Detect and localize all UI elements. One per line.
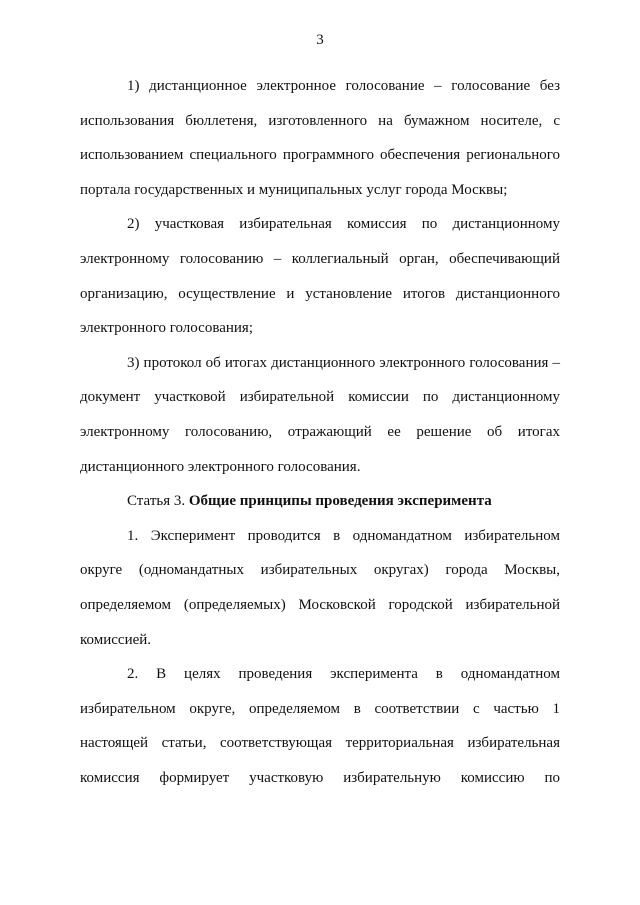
article-prefix: Статья 3.: [127, 493, 186, 510]
definition-paragraph-2: 2) участковая избирательная комиссия по дистанционному электронному голосованию – коллегиальный орган, обеспечивающий организацию, осуществление и установление итогов дистанционного электронного голосования;: [80, 216, 560, 337]
article-title: Общие принципы проведения эксперимента: [188, 493, 492, 510]
definition-paragraph-3: 3) протокол об итогах дистанционного электронного голосования – документ участковой избирательной комиссии по дистанционному электронному голосованию, отражающий ее решение об итогах дистанционного электронного голосования.: [80, 354, 560, 475]
article-paragraph-2: 2. В целях проведения эксперимента в одномандатном избирательном округе, определяемом в соответствии с частью 1 настоящей статьи, соответствующая территориальная избирательная комиссия формирует участковую избирательную комиссию по: [80, 666, 560, 786]
article-heading: [80, 484, 560, 519]
definition-paragraph-1: 1) дистанционное электронное голосование – голосование без использования бюллетеня, изготовленного на бумажном носителе, с использованием специального программного обеспечения регионального портала государственных и муниципальных услуг города Москвы;: [80, 78, 560, 198]
article-paragraph-1: 1. Эксперимент проводится в одномандатном избирательном округе (одномандатных избирательных округах) города Москвы, определяемом (определяемых) Московской городской избирательной комиссией.: [80, 527, 560, 648]
document-body: [80, 69, 560, 795]
page-number: 3: [316, 32, 324, 48]
